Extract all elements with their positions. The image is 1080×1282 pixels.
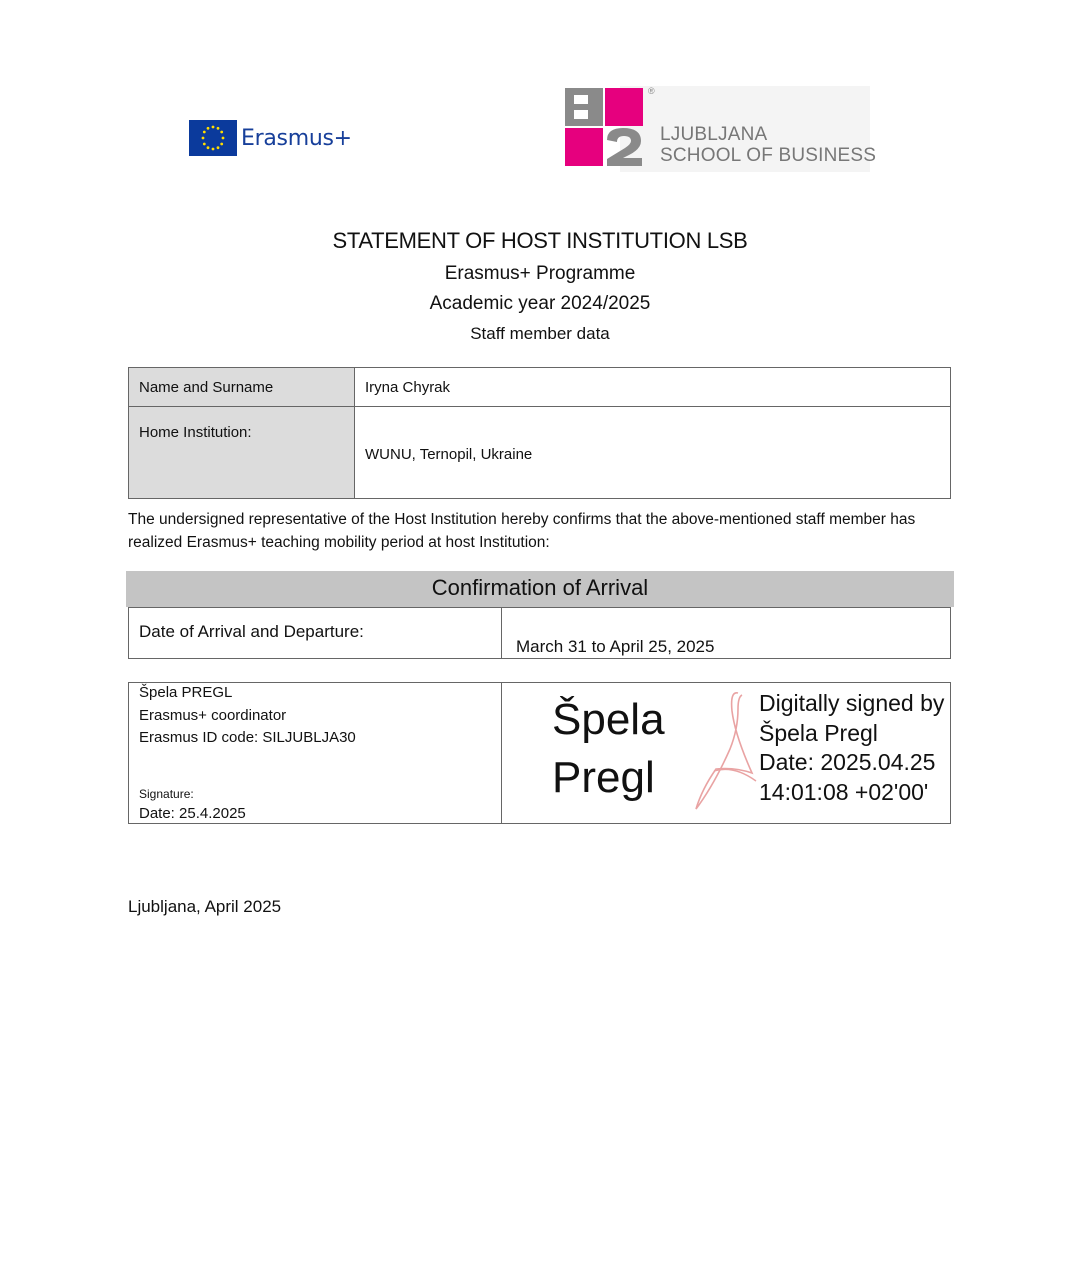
document-title: STATEMENT OF HOST INSTITUTION LSB bbox=[332, 228, 748, 253]
eu-flag-icon bbox=[189, 120, 237, 156]
table-row bbox=[129, 407, 951, 499]
acrobat-signature-icon bbox=[694, 689, 758, 813]
signature-label: Signature: bbox=[139, 787, 194, 801]
confirmation-heading: Confirmation of Arrival bbox=[126, 571, 954, 607]
b2-logo-text bbox=[660, 124, 876, 166]
b2-ljubljana-logo bbox=[565, 88, 876, 168]
erasmus-logo bbox=[189, 120, 352, 156]
b2-logo-mark bbox=[565, 88, 657, 168]
signature-first-name: Špela bbox=[552, 695, 665, 744]
name-value: Iryna Chyrak bbox=[355, 368, 951, 407]
home-institution-label: Home Institution: bbox=[129, 407, 355, 499]
table-row bbox=[129, 368, 951, 407]
digital-signature bbox=[502, 683, 951, 824]
name-label: Name and Surname bbox=[129, 368, 355, 407]
digital-signature-text bbox=[759, 689, 944, 807]
signatory-name: Špela PREGL bbox=[139, 684, 233, 701]
academic-year: Academic year 2024/2025 bbox=[429, 293, 651, 314]
digital-signature-time: 14:01:08 +02'00' bbox=[759, 778, 929, 805]
signature-name-large bbox=[552, 691, 665, 807]
programme-title: Erasmus+ Programme bbox=[444, 263, 636, 284]
erasmus-id-code: Erasmus ID code: SILJUBLJA30 bbox=[139, 729, 356, 746]
date-label: Date of Arrival and Departure: bbox=[129, 608, 502, 659]
table-row bbox=[129, 608, 951, 659]
digital-signature-date: Date: 2025.04.25 bbox=[759, 749, 936, 775]
signature-table bbox=[128, 682, 951, 824]
table-row bbox=[129, 683, 951, 824]
confirmation-table bbox=[128, 607, 951, 659]
registered-mark: ® bbox=[648, 86, 655, 96]
signatory-details bbox=[129, 683, 502, 824]
digital-signed-by: Digitally signed by bbox=[759, 690, 945, 716]
staff-data-table bbox=[128, 367, 951, 499]
signatory-role: Erasmus+ coordinator bbox=[139, 707, 287, 724]
section-title: Staff member data bbox=[470, 324, 610, 343]
signature-date: Date: 25.4.2025 bbox=[139, 805, 246, 822]
b2-logo-line2: SCHOOL OF BUSINESS bbox=[660, 145, 877, 166]
document-header bbox=[0, 226, 1080, 349]
digital-signer-name: Špela Pregl bbox=[759, 719, 878, 746]
confirmation-statement: The undersigned representative of the Host Institution hereby confirms that the above-mentioned staff member has realized Erasmus+ teaching mobility period at host Institution: bbox=[128, 511, 916, 551]
place-and-date: Ljubljana, April 2025 bbox=[128, 897, 282, 916]
erasmus-wordmark: Erasmus+ bbox=[241, 125, 352, 151]
b2-logo-line1: LJUBLJANA bbox=[660, 124, 768, 145]
signature-last-name: Pregl bbox=[552, 753, 655, 802]
date-value: March 31 to April 25, 2025 bbox=[502, 608, 951, 659]
home-institution-value: WUNU, Ternopil, Ukraine bbox=[355, 407, 951, 499]
